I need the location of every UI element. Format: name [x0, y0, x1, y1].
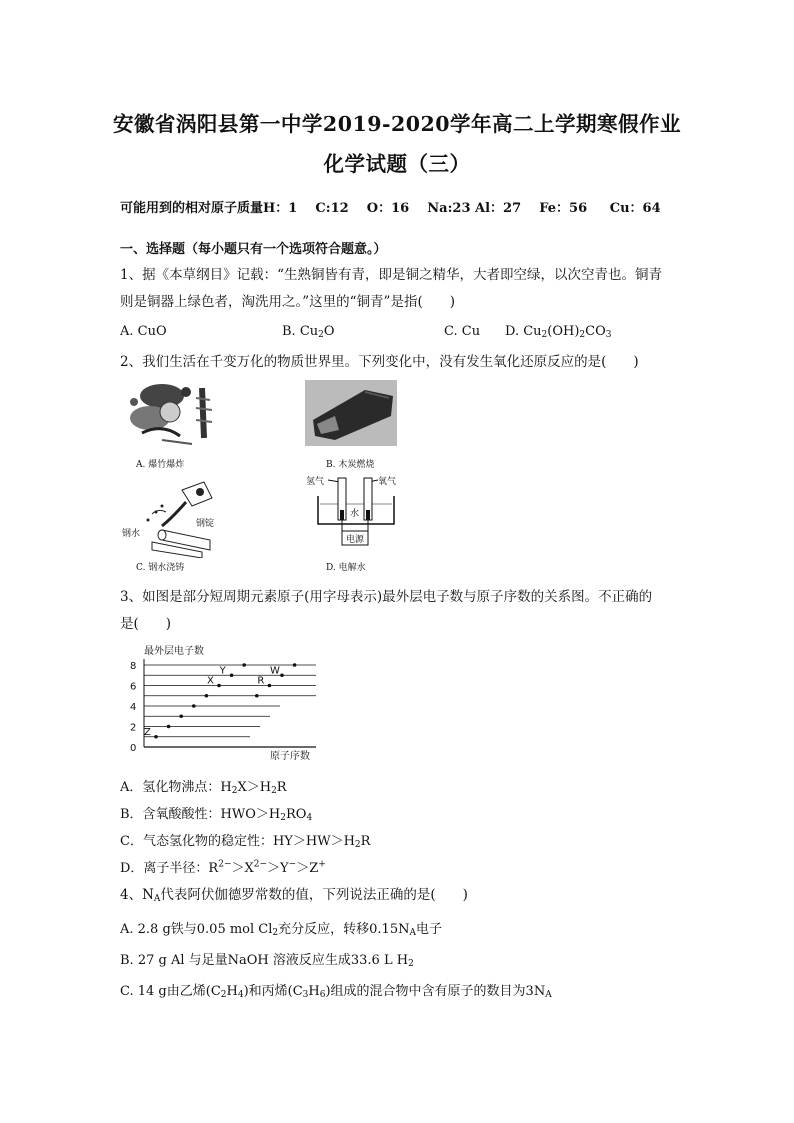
- q2-caption-a: A. 爆竹爆炸: [136, 460, 185, 470]
- title-line-2: 化学试题（三）: [323, 152, 471, 176]
- chart-tick-label: 4: [130, 702, 137, 713]
- q1-option-b: B. $Cu_2O$: [282, 324, 335, 340]
- chart-point: [268, 684, 272, 688]
- q1-option-c: C. Cu: [444, 324, 481, 339]
- label-ingot: 钢锭: [196, 519, 215, 529]
- q4-option-b: B. 27 g Al 与足量NaOH 溶液反应生成33.6 L $H_2$: [120, 953, 414, 969]
- chart-point: [217, 684, 221, 688]
- chart-xlabel: 原子序数: [270, 751, 310, 762]
- chart-tick-label: 8: [130, 661, 137, 672]
- chart-tick-label: 0: [130, 743, 137, 754]
- q2-caption-b: B. 木炭燃烧: [326, 460, 375, 470]
- atomic-mass-line: 可能用到的相对原子质量H：1 C:12 O：16 Na:23 Al：27 Fe：56 Cu：64: [120, 201, 661, 216]
- label-h2: 氢气: [306, 477, 325, 487]
- chart-point-label: Z: [144, 726, 151, 738]
- charcoal-image: [305, 380, 397, 446]
- q1-stem-line-1: 1、据《本草纲目》记载：“生熟铜皆有青，即是铜之精华，大者即空绿，以次空青也。铜青: [120, 267, 662, 283]
- q1-stem-line-2: 则是铜器上绿色者，淘洗用之。”这里的“铜青”是指( ): [120, 294, 455, 310]
- electron-chart: [120, 640, 340, 766]
- q2-caption-d: D. 电解水: [326, 563, 366, 573]
- chart-point: [280, 673, 284, 677]
- q3-stem-line-2: 是( ): [120, 616, 172, 632]
- q4-option-c: C. 14 g由乙烯$(C_2H_4)$和丙烯$(C_3H_6)$组成的混合物中含有原子的数目为$3N_A$: [120, 984, 552, 1000]
- chart-point: [230, 673, 234, 677]
- chart-point: [179, 714, 183, 718]
- chart-point: [205, 694, 209, 698]
- chart-tick-label: 6: [130, 681, 137, 693]
- electrolysis-image: [306, 474, 406, 556]
- label-water: 水: [350, 509, 360, 519]
- section-heading: 一、选择题（每小题只有一个选项符合题意。）: [120, 242, 387, 257]
- label-power: 电源: [346, 535, 365, 545]
- label-steel-water: 钢水: [122, 529, 141, 539]
- q1-option-a: A. CuO: [120, 324, 167, 339]
- chart-point-label: R: [257, 675, 265, 687]
- q2-caption-c: C. 钢水浇铸: [136, 563, 185, 573]
- title-line-1: 安徽省涡阳县第一中学2019-2020学年高二上学期寒假作业: [112, 112, 682, 136]
- q1-option-d: D. $Cu_2(OH)_2CO_3$: [505, 324, 612, 340]
- q4-option-a: A. 2.8 g铁与0.05 mol $Cl_2$充分反应，转移$0.15N_A$电子: [120, 922, 442, 938]
- chart-point: [167, 725, 171, 729]
- chart-ylabel: 最外层电子数: [144, 646, 204, 657]
- q3-option-c: C．气态氢化物的稳定性：$HY>HW>H_2R$: [120, 834, 371, 850]
- q3-option-d: D．离子半径：$R^{2-}>X^{2-}>Y^->Z^+$: [120, 859, 326, 876]
- chart-point-label: Y: [219, 665, 226, 677]
- chart-point: [255, 694, 259, 698]
- firecracker-image: [122, 378, 222, 450]
- q3-stem-line-1: 3、如图是部分短周期元素原子(用字母表示)最外层电子数与原子序数的关系图。不正确的: [120, 589, 653, 605]
- steel-casting-image: [122, 478, 222, 558]
- chart-point-label: X: [207, 675, 214, 687]
- q3-option-b: B．含氧酸酸性：$HWO>H_2RO_4$: [120, 807, 313, 823]
- q2-stem: 2、我们生活在千变万化的物质世界里。下列变化中，没有发生氧化还原反应的是( ): [120, 354, 639, 370]
- chart-point: [293, 663, 297, 667]
- label-o2: 氧气: [378, 477, 397, 487]
- chart-point-label: W: [270, 665, 280, 677]
- q4-stem: 4、$N_A$代表阿伏伽德罗常数的值，下列说法正确的是( ): [120, 887, 468, 904]
- chart-point: [192, 704, 196, 708]
- chart-point: [154, 735, 158, 739]
- chart-point: [242, 663, 246, 667]
- q3-option-a: A．氢化物沸点：$H_2X>H_2R$: [120, 780, 287, 796]
- chart-tick-label: 2: [130, 722, 137, 734]
